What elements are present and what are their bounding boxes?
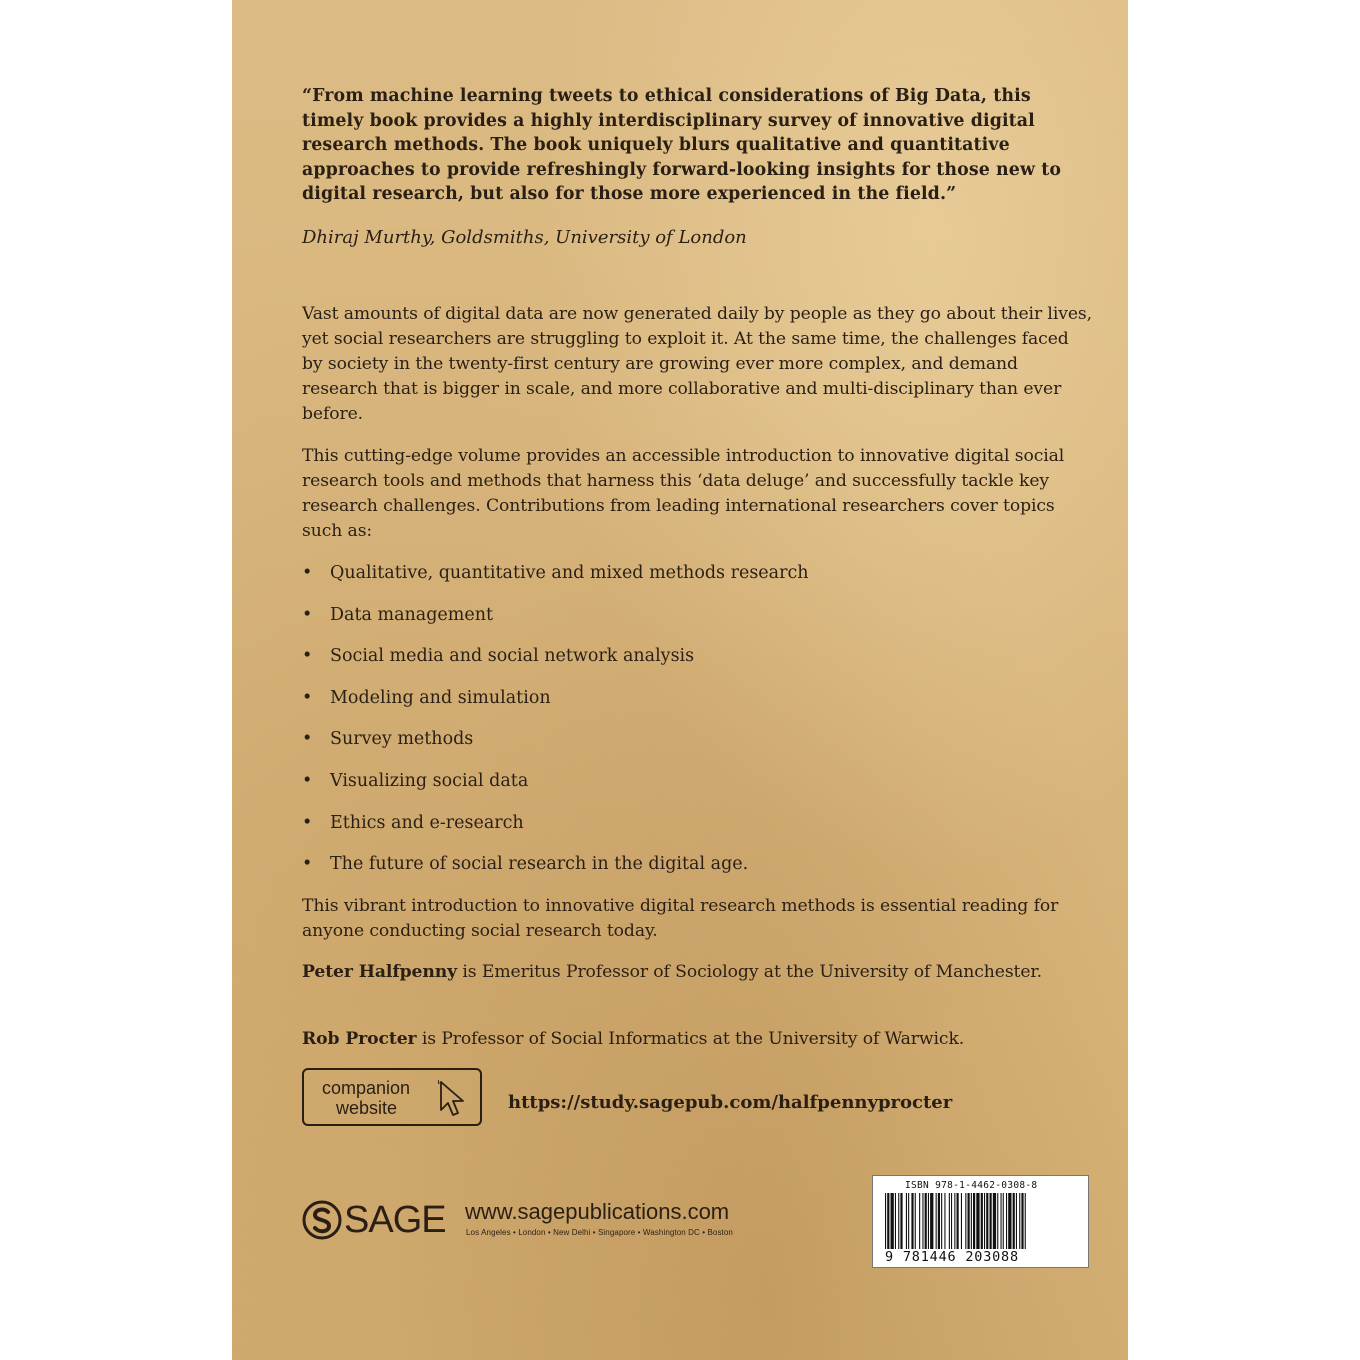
description-paragraph-1: Vast amounts of digital data are now generated daily by people as they go about their lives, yet social researchers are struggling to exploit it. At the same time, the challenges faced by society in the twenty-first century are growing ever more complex, and demand research that is bigger in scale, and more collaborative and multi-disciplinary than ever before. [302, 304, 1092, 424]
isbn-barcode [872, 1175, 1089, 1268]
author-bio-text: is Emeritus Professor of Sociology at the University of Manchester. [457, 962, 1043, 982]
author-bio-1 [302, 960, 1092, 985]
barcode-bar [968, 1193, 970, 1249]
author-name: Rob Procter [302, 1029, 417, 1049]
barcode-bar [1016, 1193, 1017, 1249]
sage-wordmark: SAGE [344, 1199, 446, 1241]
list-item: • Visualizing social data [302, 769, 1092, 811]
bullet-icon: • [302, 687, 313, 708]
barcode-bar [997, 1193, 998, 1249]
isbn-label: ISBN 978-1-4462-0308-8 [905, 1180, 1038, 1191]
publisher-cities: Los Angeles • London • New Delhi • Singapore • Washington DC • Boston [466, 1228, 733, 1237]
list-item: • Data management [302, 603, 1092, 645]
barcode-bar [919, 1193, 920, 1249]
author-name: Peter Halfpenny [302, 962, 458, 982]
barcode-bar [925, 1193, 927, 1249]
author-bio-text: is Professor of Social Informatics at the University of Warwick. [416, 1029, 965, 1049]
barcode-bar [949, 1193, 950, 1249]
list-item: • Ethics and e-research [302, 811, 1092, 853]
barcode-bar [930, 1193, 933, 1249]
barcode-bar [951, 1193, 952, 1249]
barcode-bar [1006, 1193, 1007, 1249]
bullet-icon: • [302, 770, 313, 791]
barcode-bar [993, 1193, 996, 1249]
companion-label: companion [322, 1078, 411, 1098]
barcode-bar [990, 1193, 992, 1249]
barcode-bar [922, 1193, 923, 1249]
barcode-bar [885, 1193, 886, 1249]
barcode-bars [883, 1193, 1079, 1249]
list-item: • Qualitative, quantitative and mixed methods research [302, 561, 1092, 603]
barcode-bar [898, 1193, 899, 1249]
barcode-bar [911, 1193, 913, 1249]
barcode-bar [1019, 1193, 1020, 1249]
list-item: • Modeling and simulation [302, 686, 1092, 728]
barcode-bar [1003, 1193, 1004, 1249]
barcode-bar [971, 1193, 972, 1249]
description-paragraph-3: This vibrant introduction to innovative digital research methods is essential reading for anyone conducting social research today. [302, 896, 1059, 941]
barcode-bar [900, 1193, 902, 1249]
barcode-bar [1001, 1193, 1002, 1249]
barcode-bar [957, 1193, 959, 1249]
barcode-bar [965, 1193, 966, 1249]
barcode-bar [986, 1193, 988, 1249]
bullet-icon: • [302, 812, 313, 833]
barcode-bar [1021, 1193, 1023, 1249]
book-back-cover [232, 0, 1128, 1360]
sage-emblem-icon [302, 1200, 342, 1240]
barcode-bar [941, 1193, 942, 1249]
barcode-bar [887, 1193, 889, 1249]
barcode-bar [908, 1193, 909, 1249]
barcode-bar [954, 1193, 955, 1249]
barcode-bar [973, 1193, 975, 1249]
barcode-bar [928, 1193, 929, 1249]
barcode-bar [1025, 1193, 1026, 1249]
barcode-bar [906, 1193, 907, 1249]
description-paragraph-2: This cutting-edge volume provides an accessible introduction to innovative digital social research tools and methods that harness this ‘data deluge’ and successfully tackle key research challenges. Contributions from leading international researchers cover topics such as: [302, 446, 1065, 541]
barcode-bar [984, 1193, 985, 1249]
bullet-icon: • [302, 854, 313, 875]
endorsement-attribution: Dhiraj Murthy, Goldsmiths, University of London [302, 227, 747, 248]
barcode-bar [895, 1193, 896, 1249]
publisher-website: www.sagepublications.com [465, 1199, 730, 1224]
topics-list [302, 561, 1092, 894]
barcode-bar [944, 1193, 945, 1249]
author-bio-2 [302, 1027, 1092, 1052]
bullet-icon: • [302, 646, 313, 667]
barcode-bar [961, 1193, 962, 1249]
barcode-bar [981, 1193, 983, 1249]
list-item: • Survey methods [302, 727, 1092, 769]
companion-url-link[interactable]: https://study.sagepub.com/halfpennyprocter [508, 1092, 953, 1113]
list-item: • Social media and social network analysis [302, 644, 1092, 686]
barcode-bar [1008, 1193, 1011, 1249]
list-item: • The future of social research in the digital age. [302, 852, 1092, 894]
bullet-icon: • [302, 563, 313, 583]
barcode-bar [936, 1193, 937, 1249]
bullet-icon: • [302, 729, 313, 750]
sage-logo [302, 1198, 446, 1242]
companion-website-badge [302, 1068, 482, 1126]
bullet-icon: • [302, 604, 313, 625]
cursor-arrow-icon [438, 1080, 468, 1120]
barcode-digits: 9 781446 203088 [885, 1249, 1019, 1265]
website-label: website [336, 1098, 398, 1118]
barcode-bar [891, 1193, 894, 1249]
barcode-bar [1013, 1193, 1015, 1249]
endorsement-quote: “From machine learning tweets to ethical considerations of Big Data, this timely book provides a highly interdisciplinary survey of innovative digital research methods. The book uniquely blurs qualitative and quantitative approaches to provide refreshingly forward-looking insights for those new to digital research, but also for those more experienced in the field.” [302, 86, 1062, 205]
barcode-bar [915, 1193, 916, 1249]
barcode-bar [976, 1193, 979, 1249]
barcode-bar [938, 1193, 940, 1249]
